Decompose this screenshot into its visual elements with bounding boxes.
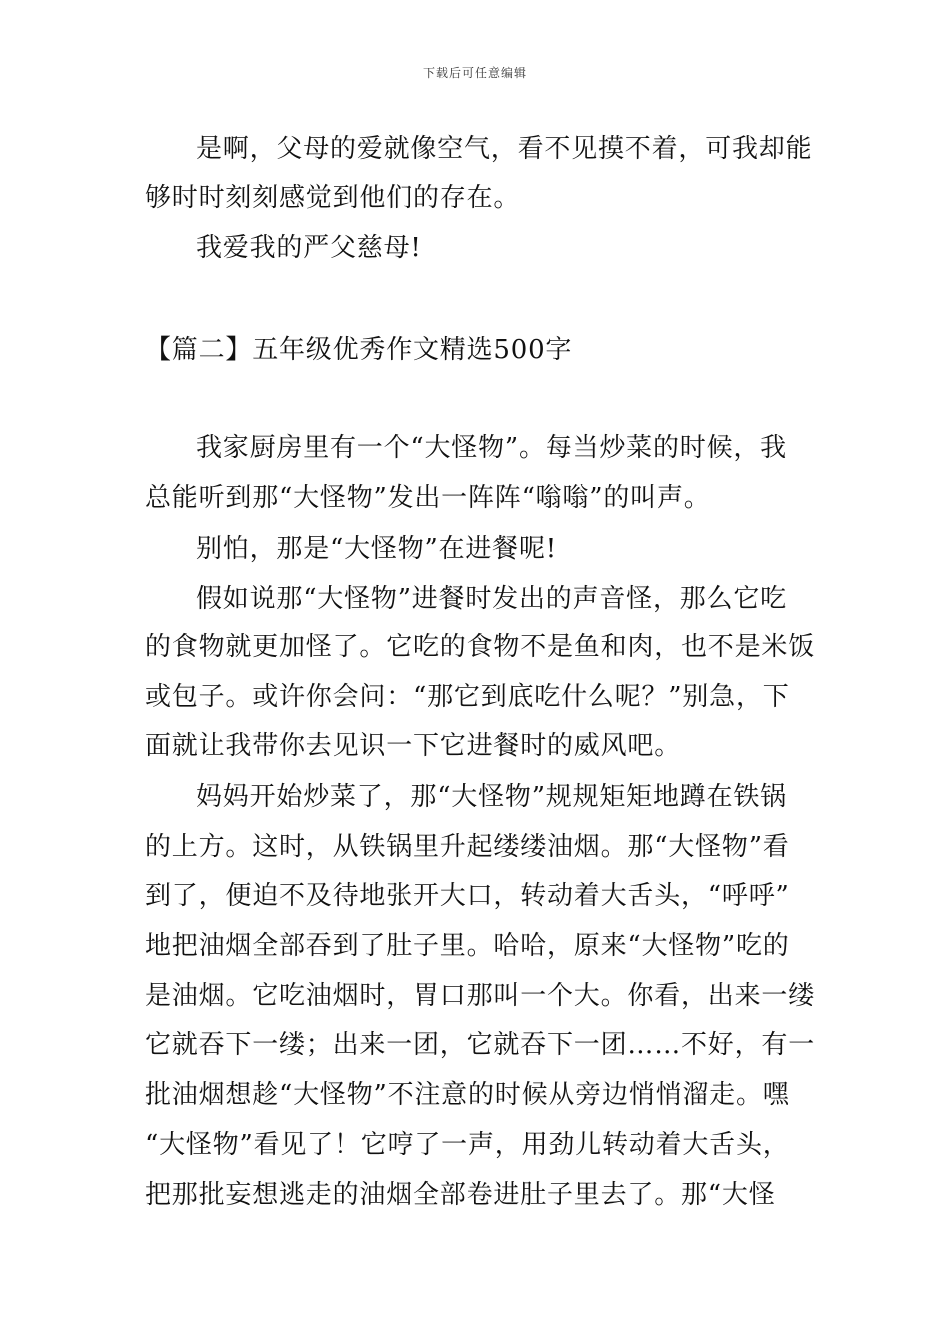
- text-line: 假如说那“大怪物”进餐时发出的声音怪，那么它吃: [196, 584, 787, 614]
- text-line: 到了，便迫不及待地张开大口，转动着大舌头，“呼呼”: [145, 881, 790, 911]
- text-line: 总能听到那“大怪物”发出一阵阵“嗡嗡”的叫声。: [145, 483, 711, 513]
- text-line: 是啊，父母的爱就像空气，看不见摸不着，可我却能: [196, 134, 813, 164]
- text-line: 够时时刻刻感觉到他们的存在。: [145, 183, 521, 213]
- page-header: 下载后可任意编辑: [422, 66, 527, 80]
- text-line: 我家厨房里有一个“大怪物”。每当炒菜的时候，我: [196, 433, 787, 463]
- text-line: 把那批妄想逃走的油烟全部卷进肚子里去了。那“大怪: [145, 1180, 776, 1210]
- text-line: 妈妈开始炒菜了，那“大怪物”规规矩矩地蹲在铁锅: [196, 782, 787, 812]
- text-line: 面就让我带你去见识一下它进餐时的威风吧。: [145, 731, 682, 761]
- text-line: 我爱我的严父慈母!: [196, 233, 422, 263]
- text-line: 别怕，那是“大怪物”在进餐呢!: [196, 534, 558, 564]
- text-line: “大怪物”看见了！它哼了一声，用劲儿转动着大舌头，: [145, 1130, 790, 1160]
- text-line: 的上方。这时，从铁锅里升起缕缕油烟。那“大怪物”看: [145, 832, 790, 862]
- text-line: 批油烟想趁“大怪物”不注意的时候从旁边悄悄溜走。嘿: [145, 1080, 790, 1110]
- text-line: 或包子。或许你会问：“那它到底吃什么呢？”别急，下: [145, 682, 790, 712]
- section-heading: 【篇二】五年级优秀作文精选500字: [145, 335, 573, 365]
- text-line: 它就吞下一缕；出来一团，它就吞下一团……不好，有一: [145, 1030, 816, 1060]
- text-line: 的食物就更加怪了。它吃的食物不是鱼和肉，也不是米饭: [145, 632, 816, 662]
- text-line: 是油烟。它吃油烟时，胃口那叫一个大。你看，出来一缕: [145, 981, 816, 1011]
- text-line: 地把油烟全部吞到了肚子里。哈哈，原来“大怪物”吃的: [145, 931, 790, 961]
